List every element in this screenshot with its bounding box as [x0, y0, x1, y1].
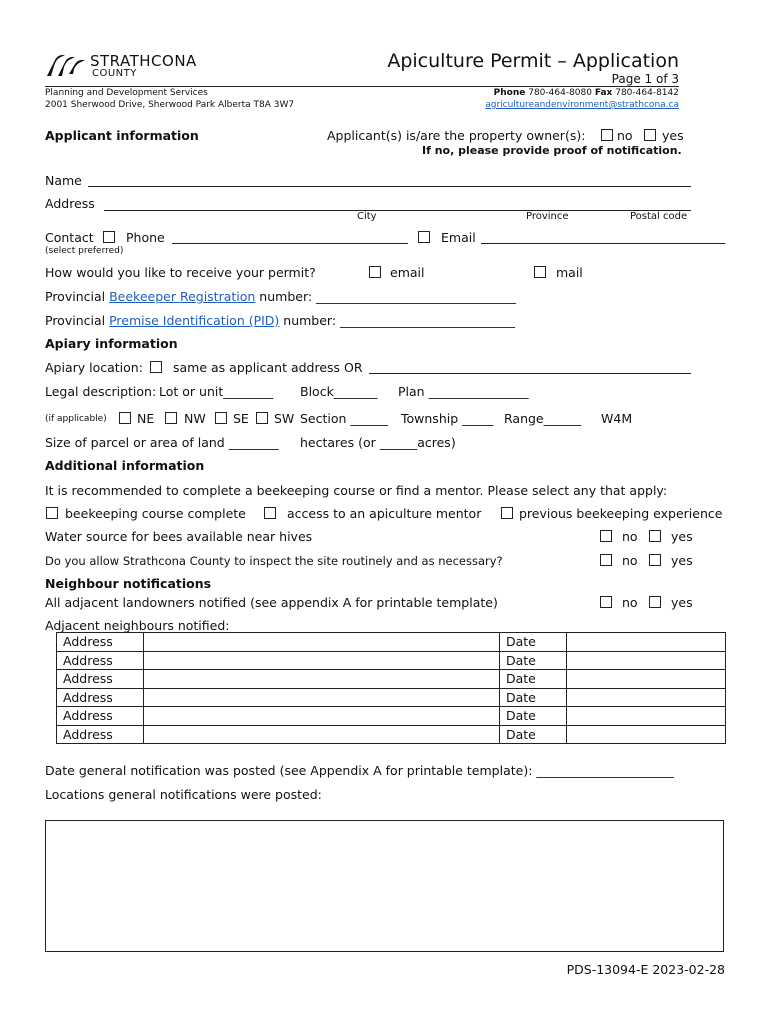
locations-label: Locations general notifications were posted:	[45, 787, 322, 802]
date-label-cell: Date	[500, 651, 567, 670]
ne-checkbox[interactable]	[119, 412, 131, 424]
township-field[interactable]: Township _____	[401, 411, 494, 426]
province-caption: Province	[526, 211, 569, 222]
course-label: beekeeping course complete	[65, 506, 246, 521]
date-label-cell: Date	[500, 633, 567, 652]
all-notified-question: All adjacent landowners notified (see appendix A for printable template)	[45, 595, 498, 610]
notified-yes-checkbox[interactable]	[649, 596, 661, 608]
sw-label: SW	[274, 411, 295, 426]
name-field[interactable]	[88, 186, 691, 187]
name-label: Name	[45, 173, 82, 188]
strathcona-logo-icon	[45, 52, 87, 78]
date-label-cell: Date	[500, 670, 567, 689]
receive-email-checkbox[interactable]	[369, 266, 381, 278]
owner-no-label: no	[617, 128, 633, 143]
address-label-cell: Address	[57, 651, 144, 670]
org-name: STRATHCONA	[90, 52, 197, 70]
inspect-yes-checkbox[interactable]	[649, 554, 661, 566]
locations-textarea[interactable]	[45, 820, 724, 952]
recommend-text: It is recommended to complete a beekeeping course or find a mentor. Please select any that apply:	[45, 483, 668, 498]
notified-yes-label: yes	[671, 595, 693, 610]
pid-link[interactable]: Premise Identification (PID)	[109, 313, 280, 328]
course-checkbox[interactable]	[46, 507, 58, 519]
mentor-label: access to an apiculture mentor	[287, 506, 482, 521]
postal-caption: Postal code	[630, 211, 688, 222]
address-label: Address	[45, 196, 95, 211]
table-row	[57, 707, 726, 726]
inspect-yes-label: yes	[671, 553, 693, 568]
phone-label: Phone	[126, 230, 165, 245]
additional-heading: Additional information	[45, 458, 205, 473]
address-input-cell[interactable]	[144, 651, 500, 670]
experience-checkbox[interactable]	[501, 507, 513, 519]
apiary-location-label: Apiary location:	[45, 360, 143, 375]
address-label-cell: Address	[57, 707, 144, 726]
department-address: 2001 Sherwood Drive, Sherwood Park Alberta T8A 3W7	[45, 100, 295, 110]
adjacent-neighbours-label: Adjacent neighbours notified:	[45, 618, 230, 633]
table-row	[57, 670, 726, 689]
same-as-address-checkbox[interactable]	[150, 361, 162, 373]
if-applicable-note: (if applicable)	[45, 414, 107, 424]
address-input-cell[interactable]	[144, 633, 500, 652]
sw-checkbox[interactable]	[256, 412, 268, 424]
receive-email-label: email	[390, 265, 425, 280]
nw-label: NW	[184, 411, 206, 426]
table-row	[57, 725, 726, 744]
table-row	[57, 651, 726, 670]
lot-field[interactable]: Lot or unit________	[159, 384, 274, 399]
range-field[interactable]: Range______	[504, 411, 582, 426]
legal-description-label: Legal description:	[45, 384, 157, 399]
apiary-location-field[interactable]	[369, 373, 691, 374]
address-label-cell: Address	[57, 688, 144, 707]
hectares-acres-field[interactable]: hectares (or ______acres)	[300, 435, 456, 450]
form-code: PDS-13094-E 2023-02-28	[566, 962, 725, 977]
inspect-question: Do you allow Strathcona County to inspect the site routinely and as necessary?	[45, 554, 503, 568]
water-no-checkbox[interactable]	[600, 530, 612, 542]
general-notification-date[interactable]: Date general notification was posted (see Appendix A for printable template): ______________________	[45, 763, 674, 778]
owner-question: Applicant(s) is/are the property owner(s):	[327, 128, 586, 143]
address-input-cell[interactable]	[144, 725, 500, 744]
meridian-label: W4M	[601, 411, 633, 426]
se-checkbox[interactable]	[215, 412, 227, 424]
contact-phone-checkbox[interactable]	[103, 231, 115, 243]
date-input-cell[interactable]	[567, 725, 726, 744]
beekeeper-registration-line: Provincial Beekeeper Registration number: ________________________________	[45, 289, 517, 304]
inspect-no-checkbox[interactable]	[600, 554, 612, 566]
phone-field[interactable]	[172, 243, 408, 244]
date-input-cell[interactable]	[567, 707, 726, 726]
se-label: SE	[233, 411, 249, 426]
block-field[interactable]: Block_______	[300, 384, 378, 399]
plan-field[interactable]: Plan ________________	[398, 384, 529, 399]
address-label-cell: Address	[57, 670, 144, 689]
beekeeper-registration-link[interactable]: Beekeeper Registration	[109, 289, 256, 304]
page-title: Apiculture Permit – Application	[387, 50, 679, 72]
parcel-size-field[interactable]: Size of parcel or area of land ________	[45, 435, 279, 450]
email-label: Email	[441, 230, 476, 245]
email-field[interactable]	[481, 243, 725, 244]
select-preferred-note: (select preferred)	[45, 246, 124, 256]
page-number: Page 1 of 3	[611, 72, 679, 86]
contact-label: Contact	[45, 230, 94, 245]
section-field[interactable]: Section ______	[300, 411, 388, 426]
owner-yes-checkbox[interactable]	[644, 129, 656, 141]
date-label-cell: Date	[500, 725, 567, 744]
department: Planning and Development Services	[45, 88, 208, 98]
neighbours-table	[56, 632, 726, 744]
address-input-cell[interactable]	[144, 670, 500, 689]
table-row	[57, 688, 726, 707]
city-caption: City	[357, 211, 377, 222]
org-subname: COUNTY	[92, 68, 137, 79]
ne-label: NE	[137, 411, 155, 426]
address-field[interactable]	[104, 210, 691, 211]
applicant-heading: Applicant information	[45, 128, 199, 143]
proof-note: If no, please provide proof of notification.	[422, 144, 682, 157]
same-as-address-label: same as applicant address OR	[173, 360, 363, 375]
mentor-checkbox[interactable]	[264, 507, 276, 519]
table-row	[57, 633, 726, 652]
address-label-cell: Address	[57, 633, 144, 652]
date-input-cell[interactable]	[567, 688, 726, 707]
receive-mail-label: mail	[556, 265, 583, 280]
date-input-cell[interactable]	[567, 670, 726, 689]
notified-no-checkbox[interactable]	[600, 596, 612, 608]
apiary-heading: Apiary information	[45, 336, 178, 351]
water-no-label: no	[622, 529, 638, 544]
date-input-cell[interactable]	[567, 633, 726, 652]
pid-line: Provincial Premise Identification (PID) number: ____________________________	[45, 313, 516, 328]
water-yes-label: yes	[671, 529, 693, 544]
water-yes-checkbox[interactable]	[649, 530, 661, 542]
owner-no-checkbox[interactable]	[601, 129, 613, 141]
address-label-cell: Address	[57, 725, 144, 744]
nw-checkbox[interactable]	[165, 412, 177, 424]
date-label-cell: Date	[500, 707, 567, 726]
address-input-cell[interactable]	[144, 707, 500, 726]
contact-numbers: Phone 780-464-8080 Fax 780-464-8142	[493, 88, 679, 98]
receive-question: How would you like to receive your permit?	[45, 265, 316, 280]
date-label-cell: Date	[500, 688, 567, 707]
notified-no-label: no	[622, 595, 638, 610]
header-divider	[45, 86, 679, 87]
receive-mail-checkbox[interactable]	[534, 266, 546, 278]
date-input-cell[interactable]	[567, 651, 726, 670]
contact-email-link[interactable]: agricultureandenvironment@strathcona.ca	[485, 100, 679, 110]
water-source-question: Water source for bees available near hives	[45, 529, 313, 544]
owner-yes-label: yes	[662, 128, 684, 143]
neighbour-heading: Neighbour notifications	[45, 576, 212, 591]
experience-label: previous beekeeping experience	[519, 506, 723, 521]
inspect-no-label: no	[622, 553, 638, 568]
contact-email-checkbox[interactable]	[418, 231, 430, 243]
address-input-cell[interactable]	[144, 688, 500, 707]
